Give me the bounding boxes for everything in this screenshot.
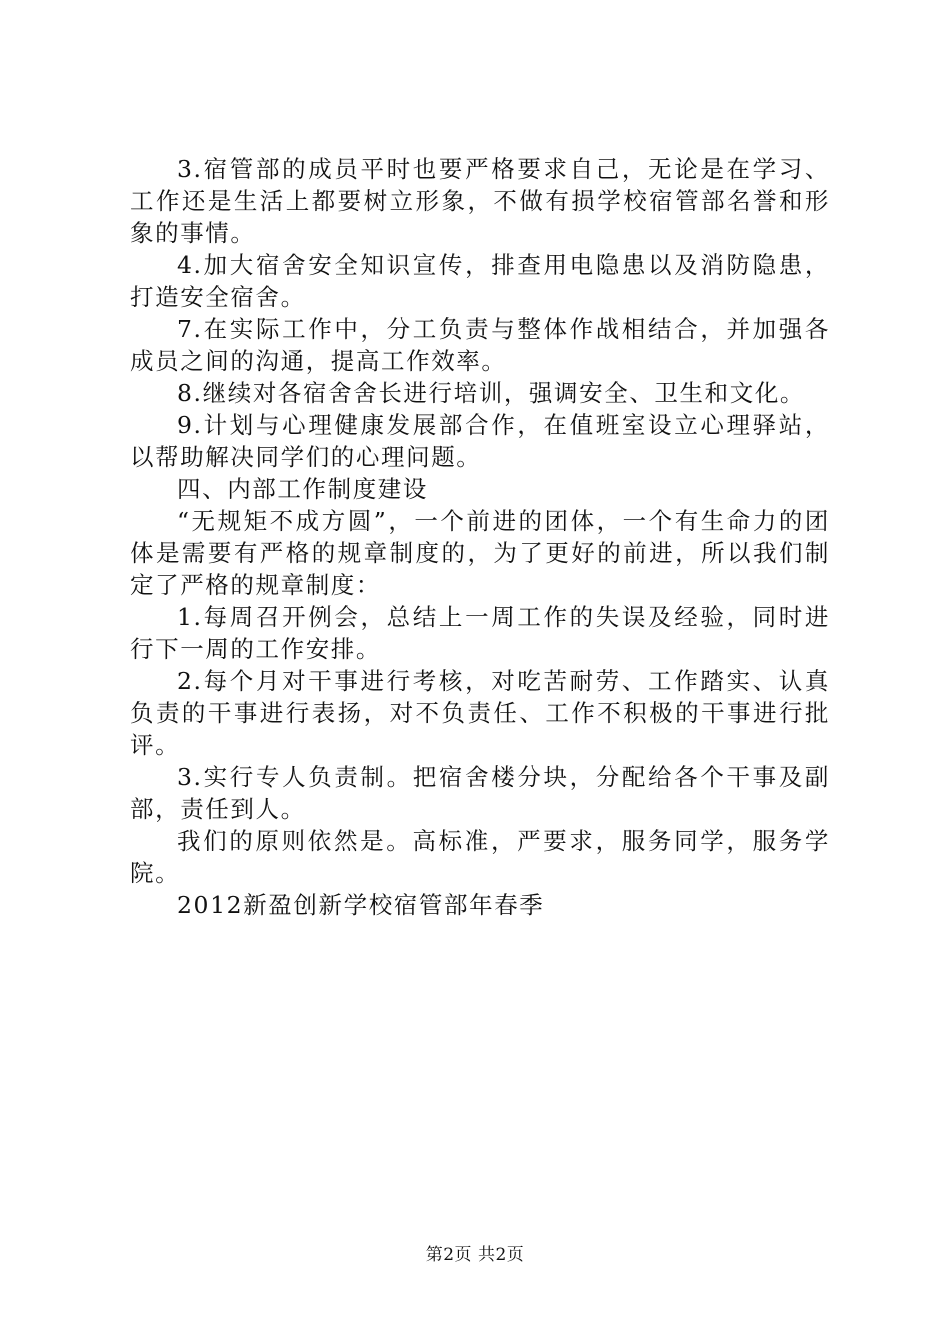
- paragraph-rules-intro: “无规矩不成方圆”，一个前进的团体，一个有生命力的团体是需要有严格的规章制度的，为了更好的前进，所以我们制定了严格的规章制度：: [130, 507, 830, 599]
- paragraph-rule-3-responsibility: 3.实行专人负责制。把宿舍楼分块，分配给各个干事及副部，责任到人。: [130, 763, 830, 823]
- page-footer: 第2页 共2页: [425, 1245, 525, 1265]
- paragraph-item-7-teamwork: 7.在实际工作中，分工负责与整体作战相结合，并加强各成员之间的沟通，提高工作效率。: [130, 315, 830, 375]
- paragraph-item-3-self-discipline: 3.宿管部的成员平时也要严格要求自己，无论是在学习、工作还是生活上都要树立形象，不做有损学校宿管部名誉和形象的事情。: [130, 155, 830, 247]
- section-heading-internal-rules: 四、内部工作制度建设: [177, 475, 428, 503]
- paragraph-item-8-training: 8.继续对各宿舍舍长进行培训，强调安全、卫生和文化。: [177, 379, 806, 407]
- paragraph-principles: 我们的原则依然是。高标准，严要求，服务同学，服务学院。: [130, 827, 830, 887]
- document-body: [130, 153, 830, 921]
- paragraph-item-4-safety-publicity: 4.加大宿舍安全知识宣传，排查用电隐患以及消防隐患，打造安全宿舍。: [130, 251, 830, 311]
- paragraph-rule-1-weekly-meeting: 1.每周召开例会，总结上一周工作的失误及经验，同时进行下一周的工作安排。: [130, 603, 830, 663]
- paragraph-item-9-psychology: 9.计划与心理健康发展部合作，在值班室设立心理驿站，以帮助解决同学们的心理问题。: [130, 411, 830, 471]
- paragraph-rule-2-monthly-review: 2.每个月对干事进行考核，对吃苦耐劳、工作踏实、认真负责的干事进行表扬，对不负责任、工作不积极的干事进行批评。: [130, 667, 830, 759]
- signature-line: 2012新盈创新学校宿管部年春季: [177, 891, 545, 919]
